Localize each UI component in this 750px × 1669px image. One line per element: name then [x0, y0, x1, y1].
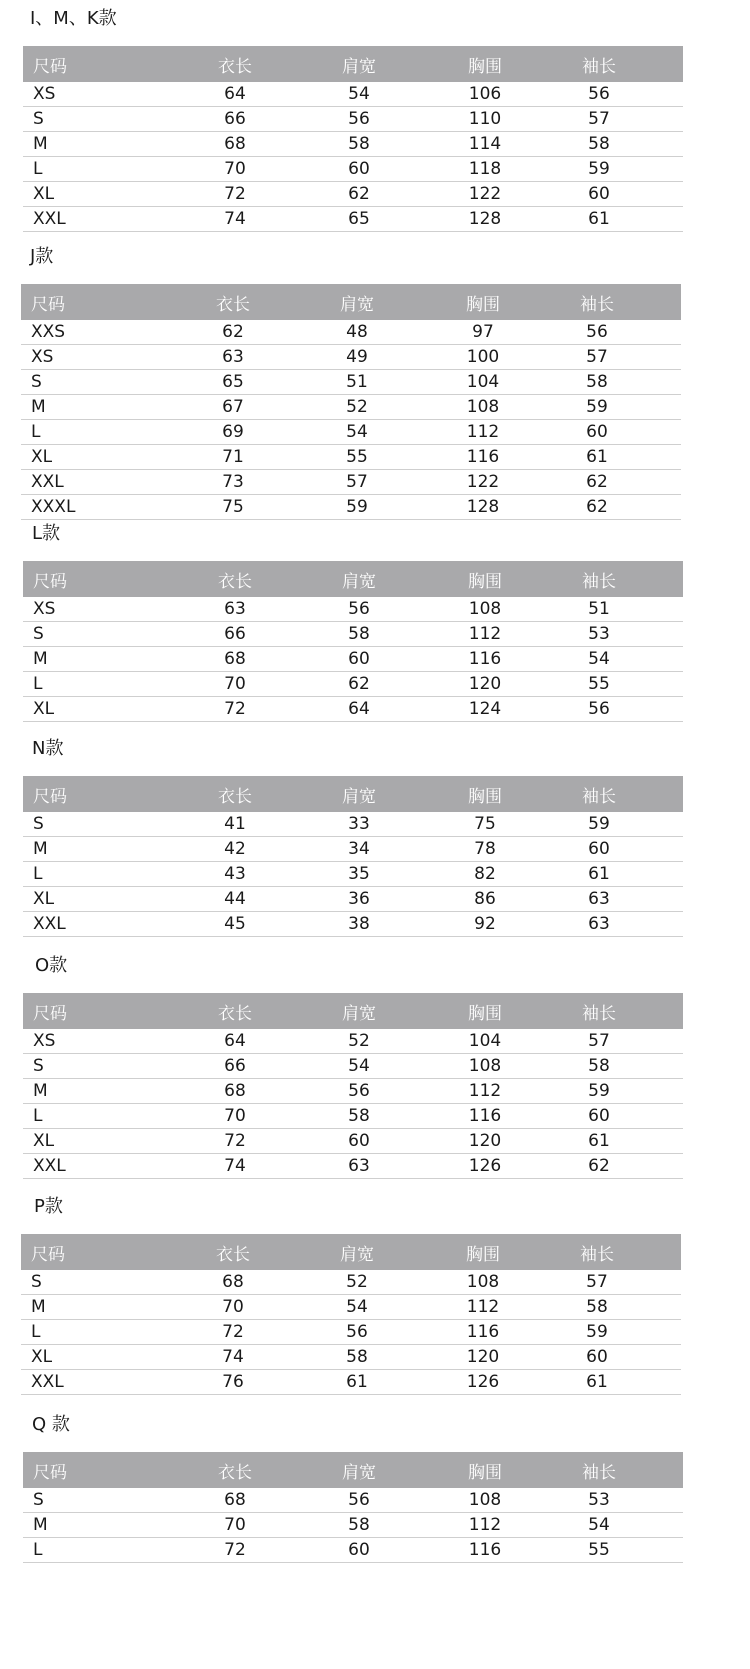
- measurement-cell: 112: [466, 422, 500, 442]
- column-header: 衣长: [216, 294, 250, 315]
- measurement-cell: 68: [224, 1490, 246, 1510]
- measurement-cell: 59: [346, 497, 368, 517]
- measurement-cell: 68: [222, 1272, 244, 1292]
- measurement-cell: 35: [348, 864, 370, 884]
- size-cell: M: [33, 134, 48, 154]
- measurement-cell: 108: [466, 397, 500, 417]
- measurement-cell: 68: [224, 1081, 246, 1101]
- measurement-cell: 108: [466, 1272, 500, 1292]
- column-header: 袖长: [582, 571, 616, 592]
- measurement-cell: 48: [346, 322, 368, 342]
- column-header: 尺码: [33, 1003, 67, 1024]
- size-cell: S: [31, 1272, 42, 1292]
- measurement-cell: 60: [348, 1131, 370, 1151]
- measurement-cell: 58: [346, 1347, 368, 1367]
- table-row: [23, 837, 683, 862]
- table-row: [23, 1054, 683, 1079]
- table-row: [23, 132, 683, 157]
- table-row: [23, 597, 683, 622]
- measurement-cell: 67: [222, 397, 244, 417]
- column-header: 胸围: [466, 1244, 500, 1265]
- size-cell: XL: [33, 1131, 55, 1151]
- measurement-cell: 78: [474, 839, 496, 859]
- measurement-cell: 60: [348, 649, 370, 669]
- section-title: J款: [30, 246, 54, 267]
- measurement-cell: 51: [588, 599, 610, 619]
- measurement-cell: 104: [468, 1031, 502, 1051]
- measurement-cell: 55: [588, 674, 610, 694]
- size-cell: M: [31, 397, 46, 417]
- size-cell: L: [33, 159, 43, 179]
- size-cell: M: [33, 1515, 48, 1535]
- size-table: [23, 1452, 683, 1563]
- measurement-cell: 58: [348, 624, 370, 644]
- measurement-cell: 71: [222, 447, 244, 467]
- size-cell: M: [31, 1297, 46, 1317]
- measurement-cell: 116: [468, 649, 502, 669]
- measurement-cell: 60: [588, 839, 610, 859]
- measurement-cell: 58: [586, 1297, 608, 1317]
- column-header: 胸围: [466, 294, 500, 315]
- size-cell: S: [33, 1056, 44, 1076]
- measurement-cell: 112: [468, 1515, 502, 1535]
- measurement-cell: 62: [588, 1156, 610, 1176]
- column-header: 肩宽: [342, 571, 376, 592]
- table-row: [23, 647, 683, 672]
- table-row: [23, 1129, 683, 1154]
- measurement-cell: 36: [348, 889, 370, 909]
- column-header: 胸围: [468, 571, 502, 592]
- measurement-cell: 82: [474, 864, 496, 884]
- table-header-row: [23, 993, 683, 1029]
- table-row: [23, 1079, 683, 1104]
- table-row: [23, 207, 683, 232]
- size-cell: S: [33, 624, 44, 644]
- measurement-cell: 56: [588, 699, 610, 719]
- measurement-cell: 52: [346, 1272, 368, 1292]
- size-cell: S: [31, 372, 42, 392]
- size-cell: XXL: [31, 1372, 64, 1392]
- table-header-row: [23, 46, 683, 82]
- measurement-cell: 112: [468, 624, 502, 644]
- measurement-cell: 66: [224, 624, 246, 644]
- measurement-cell: 41: [224, 814, 246, 834]
- size-cell: XS: [31, 347, 54, 367]
- measurement-cell: 54: [348, 84, 370, 104]
- measurement-cell: 58: [348, 1515, 370, 1535]
- size-cell: XL: [31, 1347, 53, 1367]
- measurement-cell: 57: [586, 1272, 608, 1292]
- measurement-cell: 120: [468, 674, 502, 694]
- measurement-cell: 63: [348, 1156, 370, 1176]
- measurement-cell: 104: [466, 372, 500, 392]
- measurement-cell: 76: [222, 1372, 244, 1392]
- column-header: 肩宽: [342, 1003, 376, 1024]
- column-header: 衣长: [216, 1244, 250, 1265]
- table-row: [23, 862, 683, 887]
- table-row: [23, 1488, 683, 1513]
- measurement-cell: 118: [468, 159, 502, 179]
- measurement-cell: 63: [588, 889, 610, 909]
- measurement-cell: 100: [466, 347, 500, 367]
- table-row: [23, 1029, 683, 1054]
- size-cell: XXL: [33, 914, 66, 934]
- measurement-cell: 38: [348, 914, 370, 934]
- table-row: [23, 157, 683, 182]
- measurement-cell: 62: [586, 472, 608, 492]
- measurement-cell: 54: [346, 422, 368, 442]
- column-header: 胸围: [468, 786, 502, 807]
- size-cell: L: [33, 1106, 43, 1126]
- measurement-cell: 70: [224, 159, 246, 179]
- measurement-cell: 60: [588, 184, 610, 204]
- column-header: 衣长: [218, 1003, 252, 1024]
- measurement-cell: 106: [468, 84, 502, 104]
- table-header-row: [23, 1452, 683, 1488]
- measurement-cell: 64: [224, 84, 246, 104]
- measurement-cell: 54: [588, 1515, 610, 1535]
- column-header: 袖长: [582, 1462, 616, 1483]
- size-cell: S: [33, 814, 44, 834]
- measurement-cell: 120: [468, 1131, 502, 1151]
- measurement-cell: 74: [224, 1156, 246, 1176]
- column-header: 胸围: [468, 1003, 502, 1024]
- measurement-cell: 57: [588, 109, 610, 129]
- size-cell: XXL: [33, 1156, 66, 1176]
- column-header: 尺码: [33, 56, 67, 77]
- measurement-cell: 62: [586, 497, 608, 517]
- size-cell: XXXL: [31, 497, 76, 517]
- table-row: [21, 395, 681, 420]
- table-row: [21, 1345, 681, 1370]
- measurement-cell: 62: [348, 674, 370, 694]
- measurement-cell: 34: [348, 839, 370, 859]
- measurement-cell: 61: [346, 1372, 368, 1392]
- table-row: [23, 1513, 683, 1538]
- measurement-cell: 75: [474, 814, 496, 834]
- table-row: [23, 912, 683, 937]
- column-header: 尺码: [33, 571, 67, 592]
- size-table: [21, 284, 681, 520]
- measurement-cell: 58: [586, 372, 608, 392]
- measurement-cell: 51: [346, 372, 368, 392]
- column-header: 胸围: [468, 56, 502, 77]
- table-row: [23, 182, 683, 207]
- measurement-cell: 52: [346, 397, 368, 417]
- measurement-cell: 110: [468, 109, 502, 129]
- table-header-row: [21, 284, 681, 320]
- size-cell: XXL: [33, 209, 66, 229]
- section-title: Q 款: [32, 1414, 70, 1435]
- size-table: [21, 1234, 681, 1395]
- measurement-cell: 122: [466, 472, 500, 492]
- column-header: 衣长: [218, 56, 252, 77]
- table-row: [23, 107, 683, 132]
- column-header: 肩宽: [342, 56, 376, 77]
- measurement-cell: 69: [222, 422, 244, 442]
- column-header: 衣长: [218, 571, 252, 592]
- measurement-cell: 63: [224, 599, 246, 619]
- size-cell: L: [33, 864, 43, 884]
- measurement-cell: 64: [224, 1031, 246, 1051]
- measurement-cell: 116: [468, 1106, 502, 1126]
- measurement-cell: 59: [588, 814, 610, 834]
- measurement-cell: 65: [222, 372, 244, 392]
- column-header: 衣长: [218, 1462, 252, 1483]
- measurement-cell: 52: [348, 1031, 370, 1051]
- column-header: 袖长: [580, 294, 614, 315]
- table-row: [23, 1538, 683, 1563]
- size-cell: L: [33, 674, 43, 694]
- measurement-cell: 116: [466, 447, 500, 467]
- measurement-cell: 58: [348, 1106, 370, 1126]
- measurement-cell: 44: [224, 889, 246, 909]
- measurement-cell: 62: [222, 322, 244, 342]
- size-cell: M: [33, 839, 48, 859]
- column-header: 胸围: [468, 1462, 502, 1483]
- measurement-cell: 61: [588, 209, 610, 229]
- measurement-cell: 72: [224, 1540, 246, 1560]
- measurement-cell: 75: [222, 497, 244, 517]
- column-header: 尺码: [33, 1462, 67, 1483]
- measurement-cell: 55: [346, 447, 368, 467]
- column-header: 袖长: [580, 1244, 614, 1265]
- measurement-cell: 57: [586, 347, 608, 367]
- measurement-cell: 58: [588, 134, 610, 154]
- size-cell: XS: [33, 84, 56, 104]
- table-row: [21, 470, 681, 495]
- measurement-cell: 59: [586, 397, 608, 417]
- size-table: [23, 46, 683, 232]
- measurement-cell: 55: [588, 1540, 610, 1560]
- measurement-cell: 126: [466, 1372, 500, 1392]
- measurement-cell: 74: [222, 1347, 244, 1367]
- size-table: [23, 993, 683, 1179]
- measurement-cell: 72: [224, 1131, 246, 1151]
- measurement-cell: 61: [588, 864, 610, 884]
- table-row: [23, 812, 683, 837]
- size-table: [23, 776, 683, 937]
- measurement-cell: 59: [588, 1081, 610, 1101]
- measurement-cell: 60: [348, 1540, 370, 1560]
- table-header-row: [23, 776, 683, 812]
- measurement-cell: 63: [222, 347, 244, 367]
- measurement-cell: 33: [348, 814, 370, 834]
- column-header: 衣长: [218, 786, 252, 807]
- size-cell: XXS: [31, 322, 66, 342]
- measurement-cell: 54: [348, 1056, 370, 1076]
- measurement-cell: 108: [468, 1490, 502, 1510]
- measurement-cell: 56: [348, 599, 370, 619]
- measurement-cell: 74: [224, 209, 246, 229]
- measurement-cell: 66: [224, 1056, 246, 1076]
- measurement-cell: 60: [348, 159, 370, 179]
- measurement-cell: 56: [346, 1322, 368, 1342]
- measurement-cell: 70: [224, 1515, 246, 1535]
- measurement-cell: 112: [468, 1081, 502, 1101]
- measurement-cell: 72: [222, 1322, 244, 1342]
- column-header: 尺码: [31, 1244, 65, 1265]
- measurement-cell: 68: [224, 134, 246, 154]
- table-row: [23, 1154, 683, 1179]
- measurement-cell: 59: [588, 159, 610, 179]
- table-row: [21, 1370, 681, 1395]
- table-row: [21, 1270, 681, 1295]
- measurement-cell: 122: [468, 184, 502, 204]
- measurement-cell: 68: [224, 649, 246, 669]
- table-row: [21, 445, 681, 470]
- measurement-cell: 57: [588, 1031, 610, 1051]
- measurement-cell: 92: [474, 914, 496, 934]
- measurement-cell: 56: [588, 84, 610, 104]
- measurement-cell: 128: [468, 209, 502, 229]
- measurement-cell: 58: [588, 1056, 610, 1076]
- table-row: [21, 1320, 681, 1345]
- table-row: [23, 672, 683, 697]
- measurement-cell: 126: [468, 1156, 502, 1176]
- measurement-cell: 56: [348, 109, 370, 129]
- section-title: O款: [35, 955, 68, 976]
- measurement-cell: 60: [588, 1106, 610, 1126]
- size-cell: S: [33, 109, 44, 129]
- measurement-cell: 72: [224, 699, 246, 719]
- measurement-cell: 124: [468, 699, 502, 719]
- measurement-cell: 61: [586, 447, 608, 467]
- measurement-cell: 70: [222, 1297, 244, 1317]
- measurement-cell: 54: [588, 649, 610, 669]
- size-cell: M: [33, 1081, 48, 1101]
- column-header: 尺码: [33, 786, 67, 807]
- measurement-cell: 86: [474, 889, 496, 909]
- table-row: [21, 495, 681, 520]
- measurement-cell: 56: [586, 322, 608, 342]
- section-title: I、M、K款: [30, 8, 117, 29]
- measurement-cell: 53: [588, 1490, 610, 1510]
- measurement-cell: 112: [466, 1297, 500, 1317]
- measurement-cell: 120: [466, 1347, 500, 1367]
- measurement-cell: 57: [346, 472, 368, 492]
- column-header: 袖长: [582, 56, 616, 77]
- measurement-cell: 116: [468, 1540, 502, 1560]
- size-cell: L: [31, 422, 41, 442]
- table-row: [21, 370, 681, 395]
- measurement-cell: 60: [586, 1347, 608, 1367]
- measurement-cell: 70: [224, 1106, 246, 1126]
- measurement-cell: 43: [224, 864, 246, 884]
- column-header: 袖长: [582, 1003, 616, 1024]
- measurement-cell: 108: [468, 599, 502, 619]
- size-cell: XS: [33, 599, 56, 619]
- measurement-cell: 63: [588, 914, 610, 934]
- size-cell: S: [33, 1490, 44, 1510]
- size-cell: XXL: [31, 472, 64, 492]
- table-row: [23, 1104, 683, 1129]
- table-row: [21, 320, 681, 345]
- measurement-cell: 59: [586, 1322, 608, 1342]
- size-cell: XS: [33, 1031, 56, 1051]
- column-header: 肩宽: [340, 294, 374, 315]
- table-row: [23, 887, 683, 912]
- measurement-cell: 114: [468, 134, 502, 154]
- measurement-cell: 42: [224, 839, 246, 859]
- measurement-cell: 49: [346, 347, 368, 367]
- measurement-cell: 60: [586, 422, 608, 442]
- column-header: 肩宽: [340, 1244, 374, 1265]
- size-cell: L: [31, 1322, 41, 1342]
- column-header: 袖长: [582, 786, 616, 807]
- column-header: 肩宽: [342, 1462, 376, 1483]
- measurement-cell: 66: [224, 109, 246, 129]
- size-cell: XL: [33, 699, 55, 719]
- size-cell: XL: [31, 447, 53, 467]
- measurement-cell: 116: [466, 1322, 500, 1342]
- measurement-cell: 70: [224, 674, 246, 694]
- table-row: [23, 82, 683, 107]
- measurement-cell: 108: [468, 1056, 502, 1076]
- size-cell: XL: [33, 889, 55, 909]
- column-header: 肩宽: [342, 786, 376, 807]
- section-title: N款: [32, 738, 64, 759]
- measurement-cell: 58: [348, 134, 370, 154]
- table-header-row: [23, 561, 683, 597]
- measurement-cell: 61: [586, 1372, 608, 1392]
- table-header-row: [21, 1234, 681, 1270]
- table-row: [21, 1295, 681, 1320]
- measurement-cell: 45: [224, 914, 246, 934]
- table-row: [21, 345, 681, 370]
- measurement-cell: 65: [348, 209, 370, 229]
- measurement-cell: 72: [224, 184, 246, 204]
- size-cell: L: [33, 1540, 43, 1560]
- measurement-cell: 61: [588, 1131, 610, 1151]
- size-cell: M: [33, 649, 48, 669]
- measurement-cell: 64: [348, 699, 370, 719]
- measurement-cell: 97: [472, 322, 494, 342]
- measurement-cell: 73: [222, 472, 244, 492]
- size-table: [23, 561, 683, 722]
- measurement-cell: 53: [588, 624, 610, 644]
- measurement-cell: 128: [466, 497, 500, 517]
- measurement-cell: 56: [348, 1490, 370, 1510]
- size-cell: XL: [33, 184, 55, 204]
- section-title: L款: [32, 523, 61, 544]
- measurement-cell: 62: [348, 184, 370, 204]
- table-row: [21, 420, 681, 445]
- column-header: 尺码: [31, 294, 65, 315]
- table-row: [23, 622, 683, 647]
- table-row: [23, 697, 683, 722]
- measurement-cell: 54: [346, 1297, 368, 1317]
- section-title: P款: [34, 1196, 63, 1217]
- measurement-cell: 56: [348, 1081, 370, 1101]
